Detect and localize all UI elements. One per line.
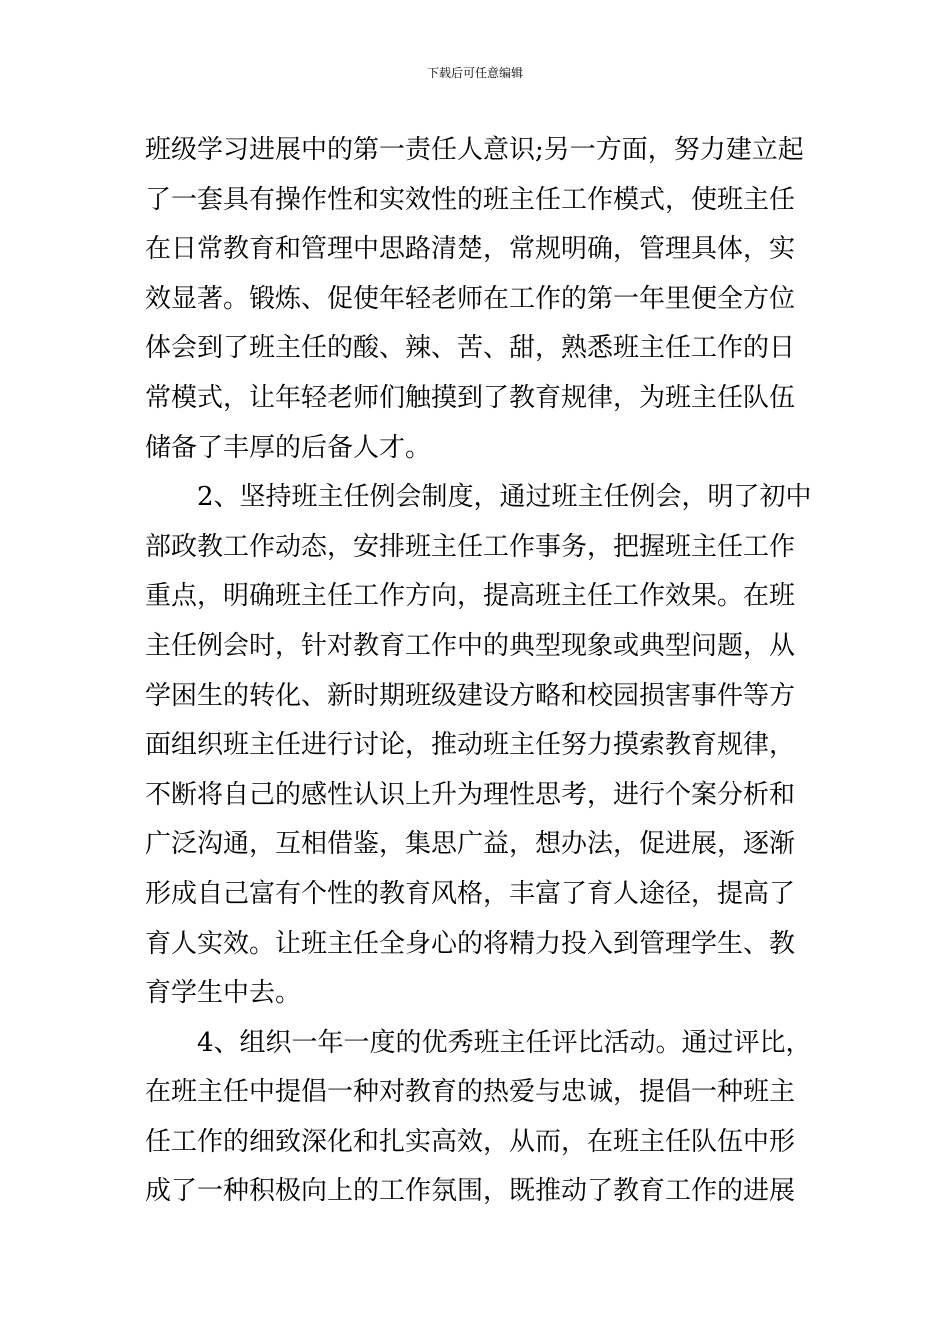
text-line: 学困生的转化、新时期班级建设方略和校园损害事件等方 (145, 680, 796, 711)
text-line: 形成自己富有个性的教育风格，丰富了育人途径，提高了 (145, 878, 796, 909)
text-line: 储备了丰厚的后备人才。 (145, 432, 432, 463)
text-line: 面组织班主任进行讨论，推动班主任努力摸索教育规律， (145, 730, 796, 761)
paragraph-start-line: 4、组织一年一度的优秀班主任评比活动。通过评比， (145, 1027, 812, 1058)
text-line: 在日常教育和管理中思路清楚，常规明确，管理具体，实 (145, 234, 796, 265)
page-header: 下载后可任意编辑 (426, 66, 523, 80)
text-line: 广泛沟通，互相借鉴，集思广益，想办法，促进展，逐渐 (145, 829, 796, 860)
text-line: 体会到了班主任的酸、辣、苦、甜，熟悉班主任工作的日 (145, 333, 796, 364)
text-line: 任工作的细致深化和扎实高效，从而，在班主任队伍中形 (145, 1126, 796, 1157)
text-line: 了一套具有操作性和实效性的班主任工作模式，使班主任 (145, 184, 796, 215)
text-line: 部政教工作动态，安排班主任工作事务，把握班主任工作 (145, 531, 796, 562)
text-line: 成了一种积极向上的工作氛围，既推动了教育工作的进展 (145, 1176, 796, 1207)
text-line: 不断将自己的感性认识上升为理性思考，进行个案分析和 (145, 779, 796, 810)
text-line: 常模式，让年轻老师们触摸到了教育规律，为班主任队伍 (145, 382, 796, 413)
paragraph-start-line: 2、坚持班主任例会制度，通过班主任例会，明了初中 (145, 482, 812, 513)
text-line: 育学生中去。 (145, 978, 302, 1009)
text-line: 主任例会时，针对教育工作中的典型现象或典型问题，从 (145, 630, 796, 661)
text-line: 重点，明确班主任工作方向，提高班主任工作效果。在班 (145, 581, 796, 612)
text-line: 育人实效。让班主任全身心的将精力投入到管理学生、教 (145, 928, 796, 959)
text-line: 效显著。锻炼、促使年轻老师在工作的第一年里便全方位 (145, 283, 796, 314)
text-line: 班级学习进展中的第一责任人意识;另一方面，努力建立起 (145, 135, 804, 165)
text-line: 在班主任中提倡一种对教育的热爱与忠诚，提倡一种班主 (145, 1077, 796, 1108)
document-body (145, 126, 810, 1217)
